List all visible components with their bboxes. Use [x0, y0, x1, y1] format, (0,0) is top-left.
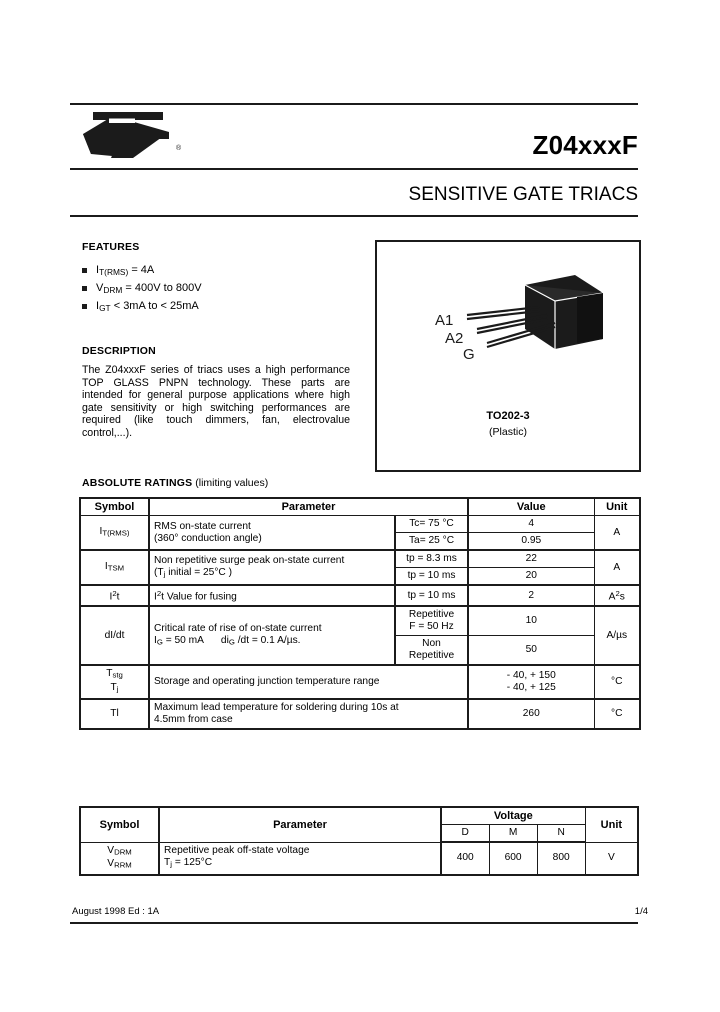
feature-item-label: $I_{T(RMS)} = 4A$ [96, 264, 155, 277]
column-header-grade: M [489, 825, 537, 843]
cell-parameter: Storage and operating junction temperature range [149, 665, 468, 698]
table-row [80, 699, 640, 729]
pin-label-a2: A2 [445, 330, 464, 347]
column-header-value: Value [468, 498, 594, 516]
column-header-parameter: Parameter [149, 498, 468, 516]
cell-condition: tp = 10 ms [395, 568, 468, 586]
column-header-symbol: Symbol [80, 807, 159, 842]
features-list [82, 262, 352, 315]
absolute-ratings-table [79, 497, 641, 730]
cell-parameter: Non repetitive surge peak on-state current ($T_j$ initial = 25°C ) [149, 550, 395, 585]
bullet-icon [82, 286, 87, 291]
package-name: TO202-3 [486, 410, 530, 422]
cell-condition: Ta= 25 °C [395, 533, 468, 551]
cell-value: 10 [468, 606, 594, 636]
header-rule-mid [70, 168, 638, 170]
feature-item [82, 280, 352, 298]
cell-value: 22 [468, 550, 594, 568]
cell-value: 50 [468, 636, 594, 666]
description-body: The Z04xxxF series of triacs uses a high performance TOP GLASS PNPN technology. These parts are intended for general purpose applications where high gate sensitivity or high switching performances are required (like touch dimmers, fan, electrovalue control,...). [82, 364, 350, 439]
feature-item [82, 262, 352, 280]
header-rule-bottom [70, 215, 638, 217]
column-header-grade: D [441, 825, 489, 843]
footer-page-number: 1/4 [634, 906, 648, 917]
cell-symbol: $I^2t$ [80, 585, 149, 606]
feature-item-label: $I_{GT} < 3mA$ to < 25mA [96, 299, 199, 313]
to202-package-icon [427, 267, 627, 397]
column-header-voltage: Voltage [441, 807, 585, 825]
cell-unit: A [594, 516, 640, 551]
trademark-symbol: ® [176, 145, 182, 152]
cell-value: 0.95 [468, 533, 594, 551]
pin-label-a1: A1 [435, 312, 454, 329]
absolute-ratings-note: (limiting values) [195, 477, 269, 489]
column-header-parameter: Parameter [159, 807, 441, 842]
page-subtitle: SENSITIVE GATE TRIACS [408, 184, 638, 205]
column-header-grade: N [537, 825, 585, 843]
cell-value: 2 [468, 585, 594, 606]
cell-value: 600 [489, 842, 537, 875]
cell-unit: V [585, 842, 638, 875]
header-rule-top [70, 103, 638, 105]
features-heading: FEATURES [82, 241, 140, 253]
voltage-table [79, 806, 639, 876]
cell-symbol: $I_{TSM}$ [80, 550, 149, 585]
package-material: (Plastic) [489, 426, 527, 438]
cell-symbol: $I_{T(RMS)}$ [80, 516, 149, 551]
cell-unit: °C [594, 699, 640, 729]
table-row [80, 606, 640, 636]
bullet-icon [82, 304, 87, 309]
cell-unit: °C [594, 665, 640, 698]
page-title: Z04xxxF [532, 130, 638, 160]
table-row [80, 665, 640, 698]
cell-parameter: RMS on-state current (360° conduction angle) [149, 516, 395, 551]
cell-value: 260 [468, 699, 594, 729]
column-header-unit: Unit [594, 498, 640, 516]
feature-item [82, 298, 352, 316]
footer-date: August 1998 Ed : 1A [72, 906, 160, 917]
pin-label-g: G [463, 346, 475, 363]
description-heading: DESCRIPTION [82, 345, 156, 357]
cell-parameter: Repetitive peak off-state voltage $T_j = 125^\circ C$ [159, 842, 441, 875]
cell-parameter: Maximum lead temperature for soldering during 10s at 4.5mm from case [149, 699, 468, 729]
column-header-unit: Unit [585, 807, 638, 842]
footer-rule [70, 922, 638, 924]
cell-condition: Repetitive F = 50 Hz [395, 606, 468, 636]
table-row [80, 585, 640, 606]
st-logo [83, 112, 182, 158]
cell-value: 4 [468, 516, 594, 533]
cell-value: 400 [441, 842, 489, 875]
cell-unit: A [594, 550, 640, 585]
table-row [80, 516, 640, 533]
cell-symbol: $V_{DRM}$ $V_{RRM}$ [80, 842, 159, 875]
absolute-ratings-label [82, 477, 268, 489]
table-header-row [80, 498, 640, 516]
table-row [80, 842, 638, 875]
cell-condition: Non Repetitive [395, 636, 468, 666]
absolute-ratings-title: ABSOLUTE RATINGS [82, 477, 193, 489]
cell-parameter: Critical rate of rise of on-state current $I_G = 50$ mA $di_G$ /dt = 0.1 A/µs. [149, 606, 395, 665]
package-illustration-box [375, 240, 641, 472]
cell-value: 800 [537, 842, 585, 875]
column-header-symbol: Symbol [80, 498, 149, 516]
cell-symbol: dI/dt [80, 606, 149, 665]
cell-condition: tp = 8.3 ms [395, 550, 468, 568]
cell-value: - 40, + 150 - 40, + 125 [468, 665, 594, 698]
cell-value: 20 [468, 568, 594, 586]
cell-symbol: $T_{stg}$ $T_j$ [80, 665, 149, 698]
table-row [80, 550, 640, 568]
cell-unit: $A^2s$ [594, 585, 640, 606]
cell-symbol: Tl [80, 699, 149, 729]
cell-unit: A/µs [594, 606, 640, 665]
table-header-row [80, 807, 638, 825]
feature-item-label: $V_{DRM} = 400V$ to 800V [96, 281, 202, 295]
cell-condition: tp = 10 ms [395, 585, 468, 606]
bullet-icon [82, 268, 87, 273]
cell-parameter: $I^2t$ Value for fusing [149, 585, 395, 606]
cell-condition: Tc= 75 °C [395, 516, 468, 533]
